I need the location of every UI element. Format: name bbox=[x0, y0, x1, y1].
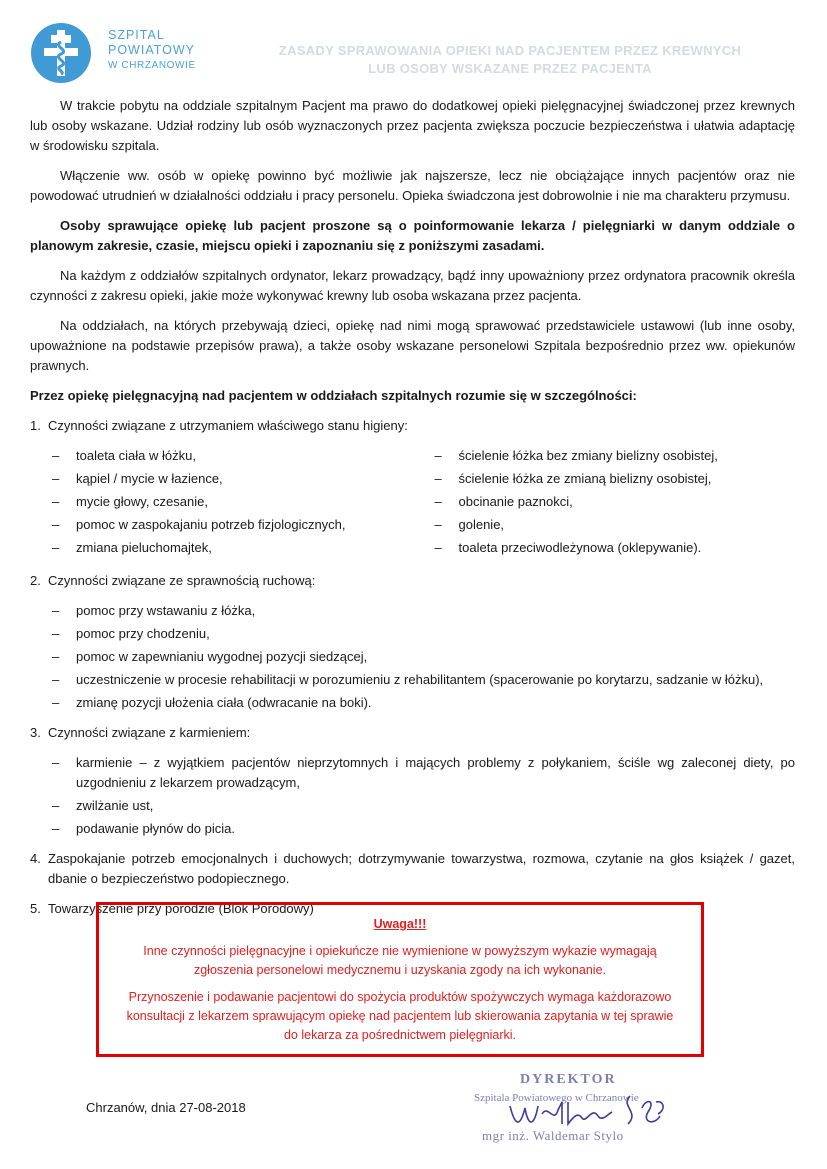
sub-item-text: mycie głowy, czesanie, bbox=[76, 494, 208, 509]
item-text: Czynności związane z utrzymaniem właściwego stanu higieny: bbox=[48, 418, 408, 433]
director-stamp bbox=[470, 1066, 700, 1156]
sub-item-text: zmianę pozycji ułożenia ciała (odwracanie na boki). bbox=[76, 695, 372, 710]
list-item bbox=[413, 538, 796, 558]
sub-item-text: uczestniczenie w procesie rehabilitacji w porozumieniu z rehabilitantem (spacerowanie po korytarzu, sadzanie w łóżku), bbox=[76, 672, 764, 687]
stamp-title: DYREKTOR bbox=[520, 1072, 617, 1087]
title-line-1: ZASADY SPRAWOWANIA OPIEKI NAD PACJENTEM PRZEZ KREWNYCH bbox=[278, 43, 742, 58]
list-item-mobility bbox=[30, 571, 795, 591]
list-item bbox=[30, 469, 413, 489]
dash-mark: – bbox=[52, 448, 60, 463]
dash-mark: – bbox=[52, 540, 60, 555]
stamp-organization: Szpitala Powiatowego w Chrzanowie bbox=[474, 1092, 639, 1104]
sub-item-text: pomoc w zaspokajaniu potrzeb fizjologicznych, bbox=[76, 517, 346, 532]
dash-mark: – bbox=[434, 448, 442, 463]
list-item bbox=[30, 796, 795, 816]
sub-item-text: toaleta przeciwodleżynowa (oklepywanie). bbox=[458, 540, 702, 555]
sub-item-text: zwilżanie ust, bbox=[76, 798, 154, 813]
sub-item-text: toaleta ciała w łóżku, bbox=[76, 448, 196, 463]
list-item bbox=[30, 492, 413, 512]
mobility-sublist bbox=[30, 601, 795, 713]
sub-item-text: karmienie – z wyjątkiem pacjentów nieprzytomnych i mających problemy z połykaniem, ściśle wg zaleconej diety, po uzgodnieniu z lekarzem prowadzącym, bbox=[76, 755, 795, 790]
dash-mark: – bbox=[52, 603, 60, 618]
dash-mark: – bbox=[52, 755, 60, 770]
dash-mark: – bbox=[52, 471, 60, 486]
document-date: Chrzanów, dnia 27-08-2018 bbox=[86, 1100, 246, 1115]
logo-line-1: SZPITAL bbox=[108, 28, 165, 42]
dash-mark: – bbox=[52, 798, 60, 813]
logo-line-3: W CHRZANOWIE bbox=[108, 60, 196, 71]
dash-mark: – bbox=[52, 626, 60, 641]
dash-mark: – bbox=[52, 821, 60, 836]
item-text: Zaspokajanie potrzeb emocjonalnych i duchowych; dotrzymywanie towarzystwa, rozmowa, czytanie na głos książek / gazet, dbanie o bezpieczeństwo podopiecznego. bbox=[48, 851, 795, 886]
warning-title: Uwaga!!! bbox=[373, 917, 427, 931]
list-item bbox=[413, 515, 796, 535]
dash-mark: – bbox=[52, 517, 60, 532]
paragraph-ward-rules: Na każdym z oddziałów szpitalnych ordynator, lekarz prowadzący, bądź inny upoważniony przez ordynatora pracownik określa czynności z zakresu opieki, jakie może wykonywać krewny lub osoba wskazana przez pacjenta. bbox=[30, 268, 795, 303]
list-item bbox=[413, 492, 796, 512]
dash-mark: – bbox=[52, 494, 60, 509]
list-item bbox=[30, 647, 795, 667]
list-item bbox=[30, 601, 795, 621]
item-text: Czynności związane z karmieniem: bbox=[48, 725, 251, 740]
hospital-logo-icon bbox=[30, 22, 92, 84]
list-item bbox=[30, 446, 413, 466]
item-number: 1. bbox=[30, 418, 41, 433]
warning-paragraph-2: Przynoszenie i podawanie pacjentowi do spożycia produktów spożywczych wymaga każdorazowo konsultacji z lekarzem sprawującym opiekę nad pacjentem lub skierowania zapytania w tej sprawie do lekarza za pośrednictwem pielęgniarki. bbox=[126, 990, 674, 1042]
dash-mark: – bbox=[434, 471, 442, 486]
list-item bbox=[30, 753, 795, 793]
dash-mark: – bbox=[434, 540, 442, 555]
hygiene-sublist bbox=[30, 446, 795, 561]
list-item-feeding bbox=[30, 723, 795, 743]
dash-mark: – bbox=[52, 695, 60, 710]
document-title bbox=[240, 42, 780, 78]
dash-mark: – bbox=[52, 672, 60, 687]
sub-item-text: zmiana pieluchomajtek, bbox=[76, 540, 212, 555]
sub-item-text: ścielenie łóżka bez zmiany bielizny osobistej, bbox=[458, 448, 718, 463]
document-body bbox=[30, 96, 795, 929]
item-number: 4. bbox=[30, 851, 41, 866]
stamp-name: mgr inż. Waldemar Stylo bbox=[482, 1128, 624, 1143]
sub-item-text: obcinanie paznokci, bbox=[458, 494, 573, 509]
list-item bbox=[30, 819, 795, 839]
sub-item-text: kąpiel / mycie w łazience, bbox=[76, 471, 223, 486]
sub-item-text: ścielenie łóżka ze zmianą bielizny osobistej, bbox=[458, 471, 712, 486]
list-item bbox=[413, 469, 796, 489]
feeding-sublist bbox=[30, 753, 795, 839]
document-header bbox=[30, 22, 810, 84]
paragraph-inclusion: Włączenie ww. osób w opiekę powinno być możliwie jak najszersze, lecz nie obciążające innych pacjentów oraz nie powodować utrudnień w działalności oddziału i pracy personelu. Opieka świadczona jest dobrowolnie i nie ma charakteru przymusu. bbox=[30, 168, 795, 203]
dash-mark: – bbox=[52, 649, 60, 664]
hygiene-right-column bbox=[413, 446, 796, 561]
sub-item-text: pomoc przy chodzeniu, bbox=[76, 626, 210, 641]
paragraph-intro: W trakcie pobytu na oddziale szpitalnym Pacjent ma prawo do dodatkowej opieki pielęgnacyjnej świadczonej przez krewnych lub osoby wskazane. Udział rodziny lub osób wyznaczonych przez pacjenta zwiększa poczucie bezpieczeństwa i ułatwia adaptację w środowisku szpitala. bbox=[30, 98, 795, 153]
dash-mark: – bbox=[434, 494, 442, 509]
sub-item-text: pomoc w zapewnianiu wygodnej pozycji siedzącej, bbox=[76, 649, 368, 664]
list-item-hygiene bbox=[30, 416, 795, 436]
warning-paragraph-1: Inne czynności pielęgnacyjne i opiekuńcze nie wymienione w powyższym wykazie wymagają zgłoszenia personelowi medycznemu i uzyskania zgody na ich wykonanie. bbox=[143, 944, 657, 977]
section-title: Przez opiekę pielęgnacyjną nad pacjentem w oddziałach szpitalnych rozumie się w szczególności: bbox=[30, 388, 637, 403]
item-text: Czynności związane ze sprawnością ruchową: bbox=[48, 573, 316, 588]
paragraph-notice: Osoby sprawujące opiekę lub pacjent proszone są o poinformowanie lekarza / pielęgniarki w danym oddziale o planowym zakresie, czasie, miejscu opieki i zapoznaniu się z poniższymi zasadami. bbox=[30, 218, 795, 253]
sub-item-text: pomoc przy wstawaniu z łóżka, bbox=[76, 603, 256, 618]
title-line-2: LUB OSOBY WSKAZANE PRZEZ PACJENTA bbox=[368, 61, 652, 76]
item-text: Towarzyszenie przy porodzie (Blok Porodowy) bbox=[48, 901, 314, 916]
list-item bbox=[30, 538, 413, 558]
dash-mark: – bbox=[434, 517, 442, 532]
logo-line-2: POWIATOWY bbox=[108, 43, 196, 57]
item-number: 2. bbox=[30, 573, 41, 588]
list-item bbox=[413, 446, 796, 466]
paragraph-children: Na oddziałach, na których przebywają dzieci, opiekę nad nimi mogą sprawować przedstawiciele ustawowi (lub inne osoby, upoważnione na podstawie przepisów prawa), a także osoby wskazane personelowi Szpitala bezpośrednio przez ww. opiekunów prawnych. bbox=[30, 318, 795, 373]
list-item bbox=[30, 624, 795, 644]
handwritten-signature-icon bbox=[470, 1066, 700, 1156]
list-item bbox=[30, 515, 413, 535]
list-item bbox=[30, 670, 795, 690]
item-number: 5. bbox=[30, 901, 41, 916]
list-item bbox=[30, 693, 795, 713]
hospital-logo-text bbox=[108, 28, 196, 73]
sub-item-text: podawanie płynów do picia. bbox=[76, 821, 235, 836]
warning-box bbox=[96, 902, 704, 1057]
item-number: 3. bbox=[30, 725, 41, 740]
list-item-emotional bbox=[30, 849, 795, 889]
sub-item-text: golenie, bbox=[458, 517, 505, 532]
hygiene-left-column bbox=[30, 446, 413, 561]
